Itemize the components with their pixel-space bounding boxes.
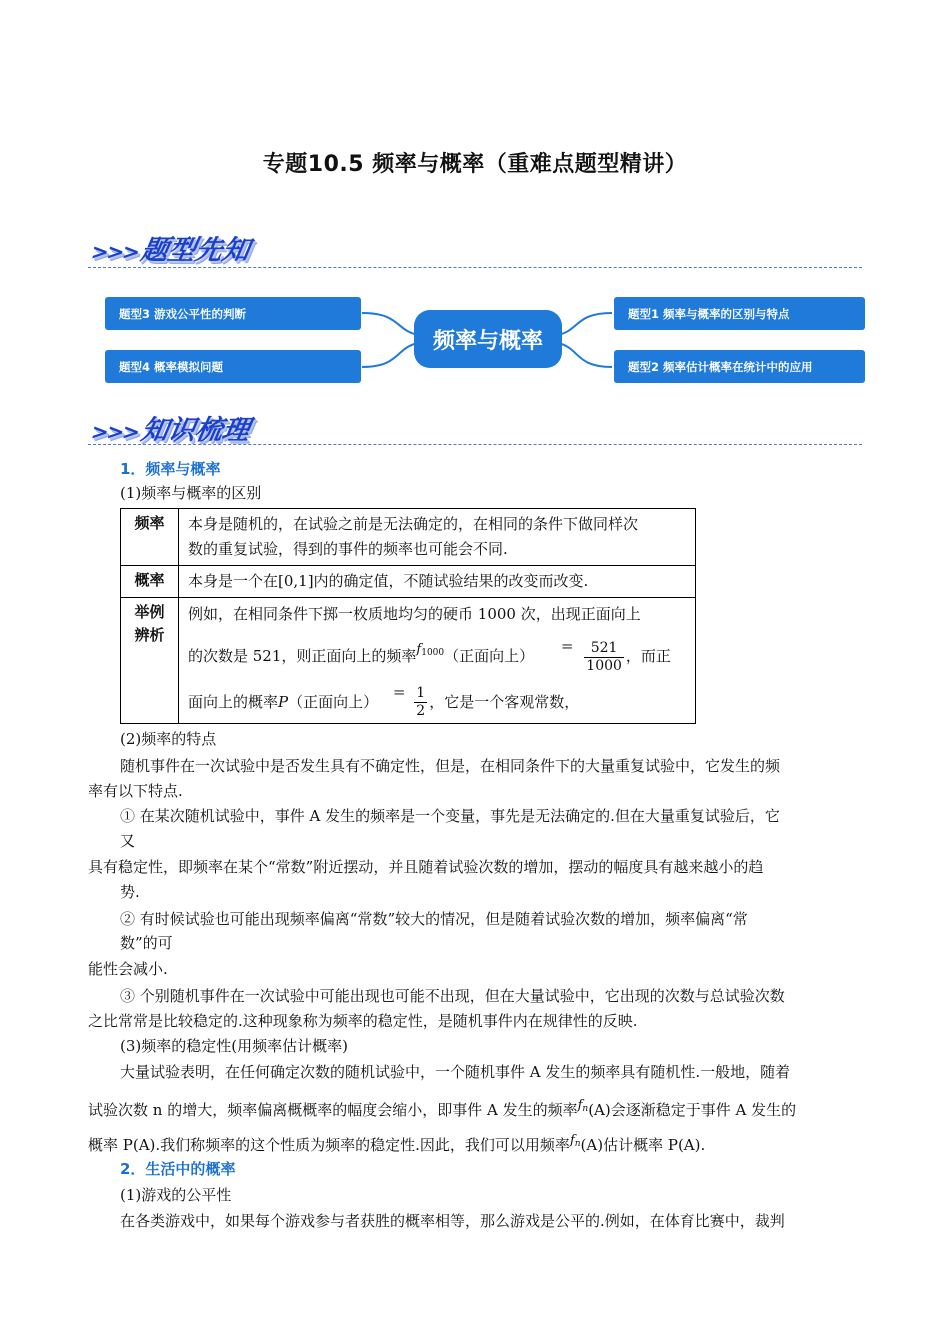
paragraph-line: 具有稳定性，即频率在某个“常数”附近摆动，并且随着试验次数的增加，摆动的幅度具有越来越小的趋	[88, 858, 764, 876]
table-row	[121, 509, 696, 566]
subheading: (1)频率与概率的区别	[120, 484, 262, 502]
table-key-line: 举例	[134, 603, 165, 621]
table-value	[179, 566, 696, 598]
page-title: 专题10.5 频率与概率（重难点题型精讲）	[262, 152, 688, 177]
mindmap-node-type3: 题型3 游戏公平性的判断	[105, 297, 361, 330]
section-banner-knowledge	[89, 408, 254, 447]
table-line: 本身是一个在[0,1]内的确定值，不随试验结果的改变而改变.	[188, 572, 589, 590]
mindmap-node-type4: 题型4 概率模拟问题	[105, 350, 361, 383]
comparison-table	[120, 508, 696, 724]
paragraph-line: 随机事件在一次试验中是否发生具有不确定性，但是，在相同条件下的大量重复试验中，它发生的频	[120, 757, 781, 775]
divider	[88, 267, 862, 268]
banner-title: 题型先知	[138, 235, 253, 266]
subheading: (1)游戏的公平性	[120, 1186, 232, 1204]
table-line: 面向上的概率P（正面向上） = $\frac{1}{2}$ ，它是一个客观常数，	[188, 682, 580, 719]
paragraph-line: 势.	[120, 883, 140, 901]
paragraph-line: 在各类游戏中，如果每个游戏参与者获胜的概率相等，那么游戏是公平的.例如，在体育比赛中，裁判	[120, 1212, 785, 1230]
table-key	[121, 598, 179, 724]
table-key-line: 辨析	[134, 626, 165, 644]
mindmap-center: 频率与概率	[414, 310, 562, 368]
banner-arrows-icon: >>>	[89, 420, 141, 444]
table-key: 概率	[121, 566, 179, 598]
subheading: (3)频率的稳定性(用频率估计概率)	[120, 1037, 348, 1055]
section-heading: 1．频率与概率	[120, 460, 221, 478]
mindmap-node-type1: 题型1 频率与概率的区别与特点	[614, 297, 865, 330]
paragraph-line: 概率 P(A).我们称频率的这个性质为频率的稳定性.因此，我们可以用频率$f^n(A)$估计概率 P(A).	[88, 1133, 706, 1154]
table-key: 频率	[121, 509, 179, 566]
table-value	[179, 509, 696, 566]
paragraph-line: 试验次数 n 的增大，频率偏离概概率的幅度会缩小，即事件 A 发生的频率$f^n(A)$会逐渐稳定于事件 A 发生的	[88, 1098, 797, 1119]
section-heading: 2．生活中的概率	[120, 1160, 236, 1178]
subheading: (2)频率的特点	[120, 730, 217, 748]
table-line: 本身是随机的，在试验之前是无法确定的，在相同的条件下做同样次	[188, 515, 639, 533]
fraction-521-1000: $\frac{521}{1000}$	[586, 639, 622, 674]
table-value	[179, 598, 696, 724]
paragraph-line: 能性会减小.	[88, 960, 168, 978]
table-line: 数的重复试验，得到的事件的频率也可能会不同.	[188, 540, 508, 558]
table-line: 例如，在相同条件下掷一枚质地均匀的硬币 1000 次，出现正面向上	[188, 605, 641, 623]
fraction-1-2: $\frac{1}{2}$	[416, 685, 426, 719]
paragraph-line: 数”的可	[120, 934, 173, 952]
table-line: 的次数是 521，则正面向上的频率$f^{1000}$（正面向上） = $\frac{521}{1000}$ ，而正	[188, 637, 671, 674]
paragraph-line: 又	[120, 832, 136, 850]
paragraph-line: ③ 个别随机事件在一次试验中可能出现也可能不出现，但在大量试验中，它出现的次数与总试验次数	[120, 987, 785, 1005]
section-banner-preview	[89, 228, 254, 267]
paragraph-line: 大量试验表明，在任何确定次数的随机试验中，一个随机事件 A 发生的频率具有随机性.一般地，随着	[120, 1063, 791, 1081]
mindmap-node-type2: 题型2 频率估计概率在统计中的应用	[614, 350, 865, 383]
divider	[88, 444, 862, 445]
table-row	[121, 566, 696, 598]
paragraph-line: 之比常常是比较稳定的.这种现象称为频率的稳定性，是随机事件内在规律性的反映.	[88, 1012, 638, 1030]
table-row	[121, 598, 696, 724]
paragraph-line: ② 有时候试验也可能出现频率偏离“常数”较大的情况，但是随着试验次数的增加，频率偏离“常	[120, 910, 748, 928]
banner-title: 知识梳理	[138, 415, 253, 446]
banner-arrows-icon: >>>	[89, 240, 141, 264]
paragraph-line: 率有以下特点.	[88, 782, 183, 800]
paragraph-line: ① 在某次随机试验中，事件 A 发生的频率是一个变量，事先是无法确定的.但在大量重复试验后，它	[120, 807, 780, 825]
